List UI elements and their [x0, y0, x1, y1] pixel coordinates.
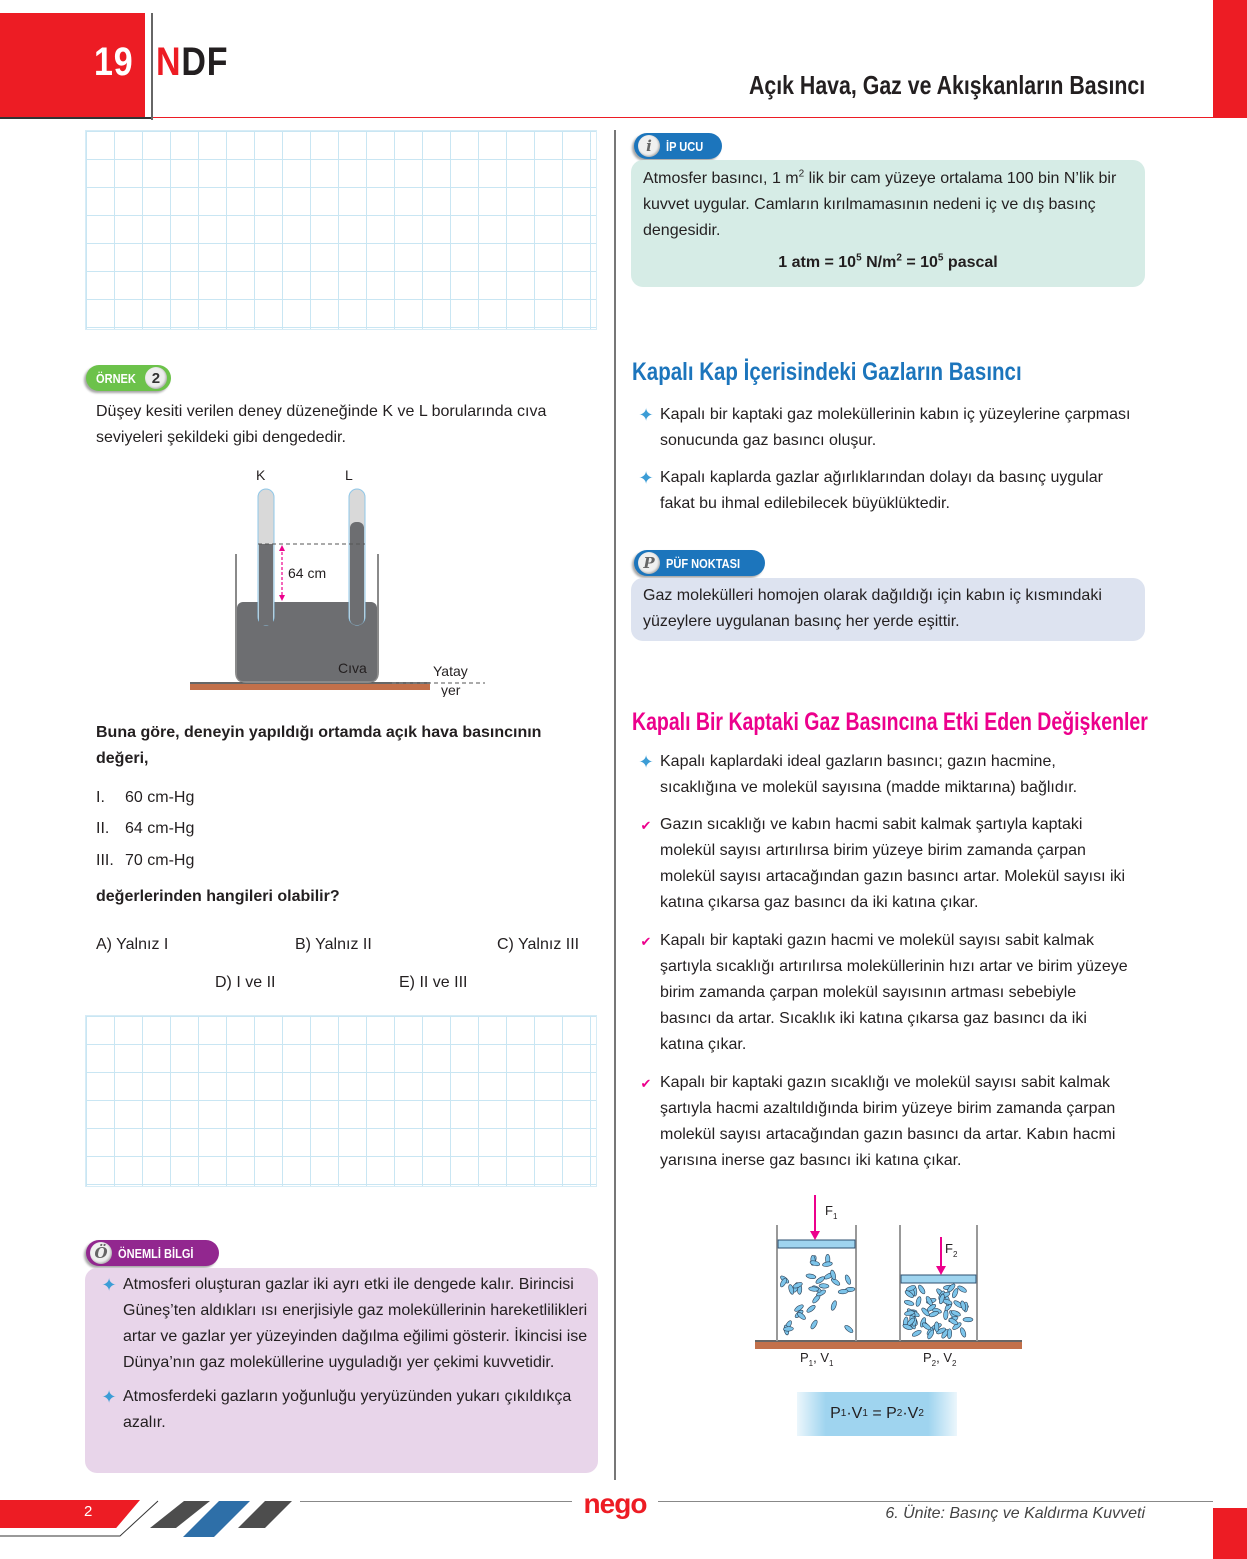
statement-numeral: II.	[96, 820, 110, 837]
sparkle-bullet-icon: ✦	[101, 1387, 117, 1407]
footer-rule	[300, 1501, 1213, 1502]
footer-stripes	[0, 1498, 300, 1540]
gas-molecules-2	[902, 1283, 973, 1340]
example-badge-label: ÖRNEK	[96, 370, 136, 386]
info-icon: i	[638, 135, 660, 157]
trick-icon: P	[638, 552, 660, 574]
state-2-label: $P_2$, $V_2$	[923, 1350, 957, 1368]
tip-text: Atmosfer basıncı, 1 $m^2$ lik bir cam yüzeye ortalama 100 bin N’lik bir kuvvet uygular. Camların kırılmamasının nedeni iç ve dış basınç dengesidir.	[643, 168, 1117, 239]
sparkle-bullet-icon: ✦	[638, 468, 654, 488]
piston-2	[901, 1275, 976, 1283]
gas-molecule	[928, 1310, 939, 1318]
option-c[interactable]: C) Yalnız III	[497, 936, 580, 953]
gas-molecule	[844, 1274, 852, 1285]
tip-badge-label: İP UCU	[666, 138, 704, 154]
option-b[interactable]: B) Yalnız II	[295, 936, 372, 953]
statement-numeral: III.	[96, 852, 114, 869]
tip-formula: 1 atm = $10^5$ $N/m^2 = 10^5$ pascal	[778, 252, 998, 271]
gas-molecule	[830, 1300, 838, 1311]
state-1-label: $P_1$, $V_1$	[800, 1350, 834, 1368]
ground-surface	[190, 684, 430, 690]
trick-badge	[634, 550, 765, 576]
gas-molecule	[915, 1296, 922, 1307]
header-rule-left	[0, 117, 151, 119]
check-icon: ✔	[640, 934, 652, 949]
statement-text: 70 cm-Hg	[125, 852, 195, 869]
header-rule	[153, 117, 1213, 118]
gas-molecule	[819, 1283, 829, 1288]
important-info-text: Atmosferdeki gazların yoğunluğu yeryüzünden yukarı çıkıldıkça azalır.	[123, 1388, 572, 1431]
section2-intro-text: Kapalı kaplardaki ideal gazların basıncı; gazın hacmine, sıcaklığına ve molekül sayısına (madde miktarına) bağlıdır.	[660, 753, 1078, 796]
statement-numeral: I.	[96, 789, 105, 806]
important-info-label: ÖNEMLİ BİLGİ	[118, 1245, 194, 1261]
important-info-box	[85, 1268, 598, 1473]
ground-label-1: Yatay	[433, 663, 468, 679]
section2-check-text: Gazın sıcaklığı ve kabın hacmi sabit kalmak şartıyla kaptaki molekül sayısı artırılırsa birim yüzeye birim zamanda çarpan molekül sayısı artacağından gazın basıncı artar. Molekül sayısı iki katına çıkarsa gaz basıncı da iki katına çıkar.	[660, 816, 1126, 911]
force-1-arrow-head	[810, 1231, 820, 1240]
tip-box	[631, 160, 1145, 287]
height-arrow-head-up	[279, 545, 285, 551]
important-info-text: Atmosferi oluşturan gazlar iki ayrı etki ile dengede kalır. Birincisi Güneş’ten aldıkları ısı enerjisiyle gaz moleküllerinin hareketlilikleri artar ve gazlar yer yüzeyinden dağılma eğilimi gösterir. İkincisi ise Dünya’nın gaz moleküllerine uyguladığı yer çekimi kuvvetidir.	[123, 1276, 588, 1371]
gas-molecules-1	[779, 1254, 855, 1335]
force-2-arrow-head	[936, 1266, 946, 1275]
piston-1	[778, 1240, 855, 1248]
gas-molecule	[830, 1269, 837, 1280]
trick-badge-label: PÜF NOKTASI	[666, 555, 741, 571]
option-a[interactable]: A) Yalnız I	[96, 936, 169, 953]
gas-molecule	[959, 1327, 967, 1338]
question-stem: Buna göre, deneyin yapıldığı ortamda açık hava basıncının değeri,	[96, 724, 542, 767]
section2-intro-item	[632, 749, 1132, 801]
tube-l-mercury	[350, 522, 364, 625]
statement-text: 64 cm-Hg	[125, 820, 195, 837]
ground-label-2: yer	[441, 682, 461, 697]
option-d[interactable]: D) I ve II	[215, 974, 276, 991]
footer-outline	[0, 1501, 158, 1536]
check-icon: ✔	[640, 818, 652, 833]
gas-molecule	[934, 1322, 939, 1332]
gas-molecule	[806, 1273, 817, 1279]
gas-molecule	[809, 1260, 820, 1267]
gas-molecule	[815, 1275, 826, 1284]
scratch-grid-bottom	[85, 1015, 597, 1187]
section2-check-text: Kapalı bir kaptaki gazın sıcaklığı ve molekül sayısı sabit kalmak şartıyla hacmi azaltıldığında birim yüzeye birim zamanda çarpan molekül sayısı artacağından gazın basıncı da artar. Kabın hacmi yarısına inerse gaz basıncı iki katına çıkar.	[660, 1074, 1116, 1169]
gas-molecule	[963, 1317, 973, 1321]
logo-letter-n: N	[156, 40, 182, 84]
chapter-title: Açık Hava, Gaz ve Akışkanların Basıncı	[748, 70, 1145, 100]
piston-figure	[755, 1195, 1030, 1375]
section1-item	[632, 402, 1132, 454]
example-number: 2	[145, 367, 167, 389]
statement-2	[96, 816, 396, 842]
section1-text: Kapalı kaplarda gazlar ağırlıklarından dolayı da basınç uygular fakat bu ihmal edilebilecek büyüklüktedir.	[660, 469, 1103, 512]
important-info-badge	[86, 1240, 219, 1266]
tube-k-mercury	[259, 544, 273, 625]
check-icon: ✔	[640, 1076, 652, 1091]
height-label: 64 cm	[288, 565, 327, 581]
boyle-law-formula: P 1 ·V 1 = P 2 ·V 2	[797, 1392, 957, 1436]
gas-molecule	[917, 1284, 926, 1295]
sparkle-bullet-icon: ✦	[101, 1275, 117, 1295]
publisher-logo: nego	[572, 1483, 658, 1525]
sparkle-bullet-icon: ✦	[638, 752, 654, 772]
gas-molecule	[943, 1310, 948, 1320]
mercury-label: Cıva	[338, 660, 367, 676]
section2-check-item	[632, 812, 1132, 916]
gas-molecule	[838, 1289, 848, 1294]
ground-surface	[755, 1342, 1022, 1349]
scratch-grid-top	[85, 130, 597, 330]
force-1-label: $F_1$	[825, 1203, 838, 1221]
section2-check-item	[632, 928, 1132, 1058]
gas-molecule	[911, 1329, 922, 1338]
header-page-number: 19	[94, 40, 134, 84]
column-divider	[614, 130, 616, 1480]
stripe-dark-2	[238, 1501, 292, 1528]
unit-title: 6. Ünite: Basınç ve Kaldırma Kuvveti	[885, 1505, 1145, 1522]
gas-molecule	[822, 1261, 833, 1267]
example-badge	[86, 365, 171, 391]
header-divider	[151, 13, 153, 120]
sparkle-bullet-icon: ✦	[638, 405, 654, 425]
option-e[interactable]: E) II ve III	[399, 974, 468, 991]
footer-right-bar	[1213, 1508, 1247, 1559]
barometer-figure	[185, 462, 490, 697]
header-right-bar	[1213, 0, 1247, 118]
tube-l-label: L	[345, 467, 353, 483]
example-intro: Düşey kesiti verilen deney düzeneğinde K ve L borularında cıva seviyeleri şekildeki gibi dengededir.	[96, 403, 547, 446]
tip-badge	[634, 133, 722, 159]
logo-letters-df: DF	[181, 40, 229, 84]
header-logo	[156, 40, 228, 85]
gas-molecule	[783, 1326, 793, 1331]
gas-molecule	[810, 1319, 819, 1330]
gas-molecule	[806, 1304, 817, 1314]
important-info-item	[95, 1272, 595, 1376]
question-text: değerlerinden hangileri olabilir?	[96, 888, 340, 905]
section1-item	[632, 465, 1132, 517]
important-info-item	[95, 1384, 595, 1436]
trick-text: Gaz molekülleri homojen olarak dağıldığı için kabın iç kısmındaki yüzeylere uygulanan basınç her yerde eşittir.	[643, 587, 1102, 630]
height-arrow-head-down	[279, 595, 285, 601]
force-2-label: $F_2$	[945, 1241, 958, 1259]
statement-1	[96, 785, 396, 811]
statement-3	[96, 848, 396, 874]
gas-molecule	[904, 1299, 915, 1306]
trick-box	[631, 578, 1145, 641]
statement-text: 60 cm-Hg	[125, 789, 195, 806]
section2-check-text: Kapalı bir kaptaki gazın hacmi ve molekül sayısı sabit kalmak şartıyla sıcaklığı artırılırsa moleküllerinin hızı artar ve birim yüzeye birim zamanda çarpan molekül sayısının artması sebebiyle basıncı da artar. Sıcaklık iki katına çıkarsa gaz basıncı da iki katına çıkar.	[660, 932, 1128, 1053]
gas-molecule	[957, 1285, 968, 1294]
footer-page-number: 2	[84, 1503, 93, 1520]
section2-check-item	[632, 1070, 1132, 1174]
section-heading-closed-container: Kapalı Kap İçerisindeki Gazların Basıncı	[632, 358, 1022, 386]
tube-k-label: K	[256, 467, 266, 483]
important-info-icon: Ö	[90, 1242, 112, 1264]
section1-text: Kapalı bir kaptaki gaz moleküllerinin kabın iç yüzeylerine çarpması sonucunda gaz basıncı oluşur.	[660, 406, 1131, 449]
section-heading-variables: Kapalı Bir Kaptaki Gaz Basıncına Etki Eden Değişkenler	[632, 708, 1148, 736]
gas-molecule	[844, 1324, 855, 1334]
gas-molecule	[947, 1329, 952, 1339]
